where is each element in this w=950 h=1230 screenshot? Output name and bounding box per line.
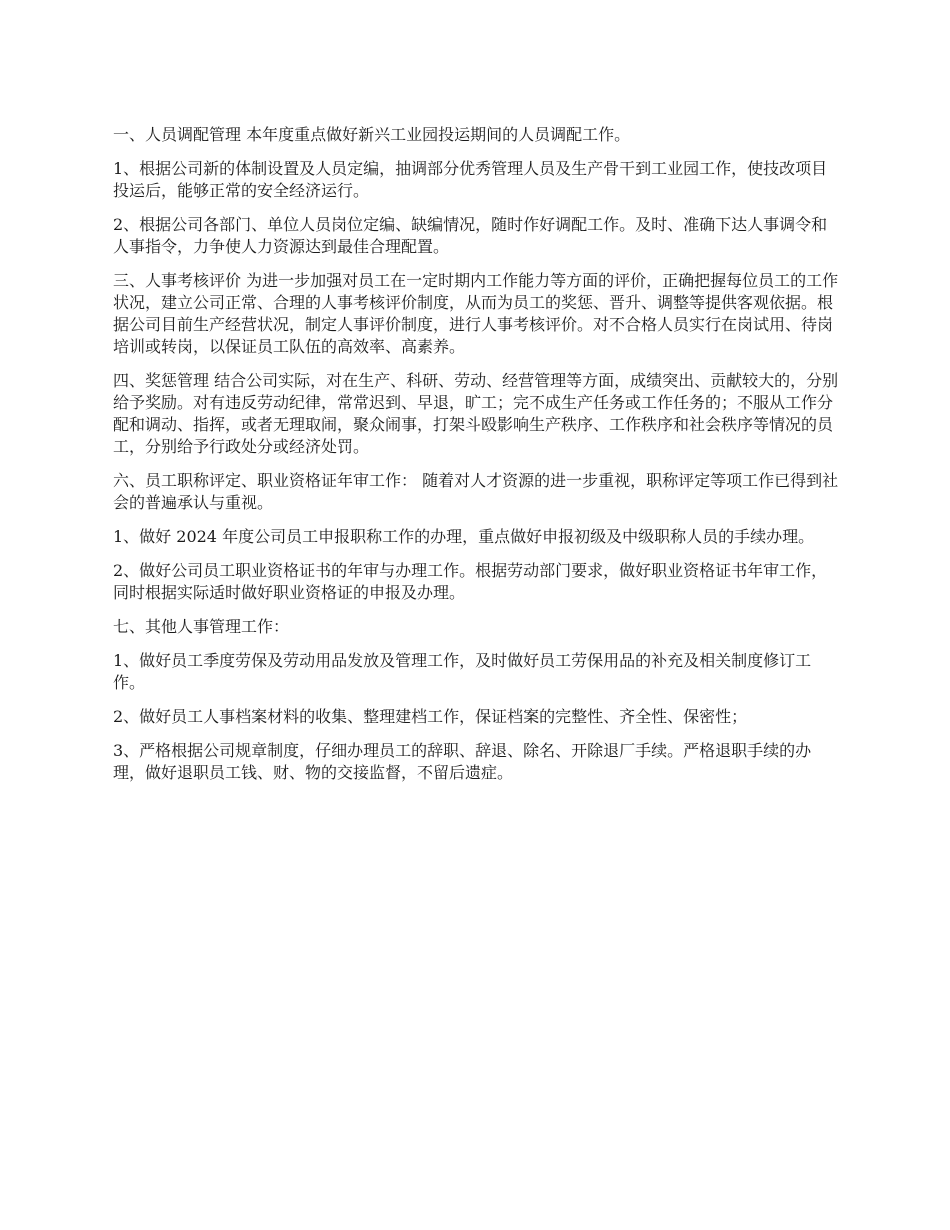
section-7-item-3-paragraph: 3、严格根据公司规章制度，仔细办理员工的辞职、辞退、除名、开除退厂手续。严格退职手续的办理，做好退职员工钱、财、物的交接监督，不留后遗症。 [113, 741, 812, 782]
section-6-item-1-paragraph: 1、做好 2024 年度公司员工申报职称工作的办理，重点做好申报初级及中级职称人员的手续办理。 [113, 527, 815, 546]
section-3-heading-paragraph: 三、人事考核评价 为进一步加强对员工在一定时期内工作能力等方面的评价，正确把握每位员工的工作状况，建立公司正常、合理的人事考核评价制度，从而为员工的奖惩、晋升、调整等提供客观依据。根据公司目前生产经营状况，制定人事评价制度，进行人事考核评价。对不合格人员实行在岗试用、待岗培训或转岗，以保证员工队伍的高效率、高素养。 [113, 271, 839, 356]
section-1-item-2-paragraph: 2、根据公司各部门、单位人员岗位定编、缺编情况，随时作好调配工作。及时、准确下达人事调令和人事指令，力争使人力资源达到最佳合理配置。 [113, 215, 828, 256]
section-7-item-1-paragraph: 1、做好员工季度劳保及劳动用品发放及管理工作，及时做好员工劳保用品的补充及相关制度修订工作。 [113, 651, 812, 692]
section-4-heading-paragraph: 四、奖惩管理 结合公司实际，对在生产、科研、劳动、经营管理等方面，成绩突出、贡献较大的，分别给予奖励。对有违反劳动纪律，常常迟到、早退，旷工；完不成生产任务或工作任务的；不服从工作分配和调动、指挥，或者无理取闹，聚众闹事，打架斗殴影响生产秩序、工作秩序和社会秩序等情况的员工，分别给予行政处分或经济处罚。 [113, 371, 839, 456]
section-1-item-1-paragraph: 1、根据公司新的体制设置及人员定编，抽调部分优秀管理人员及生产骨干到工业园工作，使技改项目投运后，能够正常的安全经济运行。 [113, 159, 828, 200]
section-6-heading-paragraph: 六、员工职称评定、职业资格证年审工作： 随着对人才资源的进一步重视，职称评定等项工作已得到社会的普遍承认与重视。 [113, 471, 839, 512]
section-7-heading-paragraph: 七、其他人事管理工作： [113, 617, 290, 636]
section-6-item-2-paragraph: 2、做好公司员工职业资格证书的年审与办理工作。根据劳动部门要求，做好职业资格证书年审工作，同时根据实际适时做好职业资格证的申报及办理。 [113, 561, 828, 602]
section-1-heading-paragraph: 一、人员调配管理 本年度重点做好新兴工业园投运期间的人员调配工作。 [113, 125, 631, 144]
section-7-item-2-paragraph: 2、做好员工人事档案材料的收集、整理建档工作，保证档案的完整性、齐全性、保密性； [113, 707, 748, 726]
document-body [113, 124, 843, 796]
